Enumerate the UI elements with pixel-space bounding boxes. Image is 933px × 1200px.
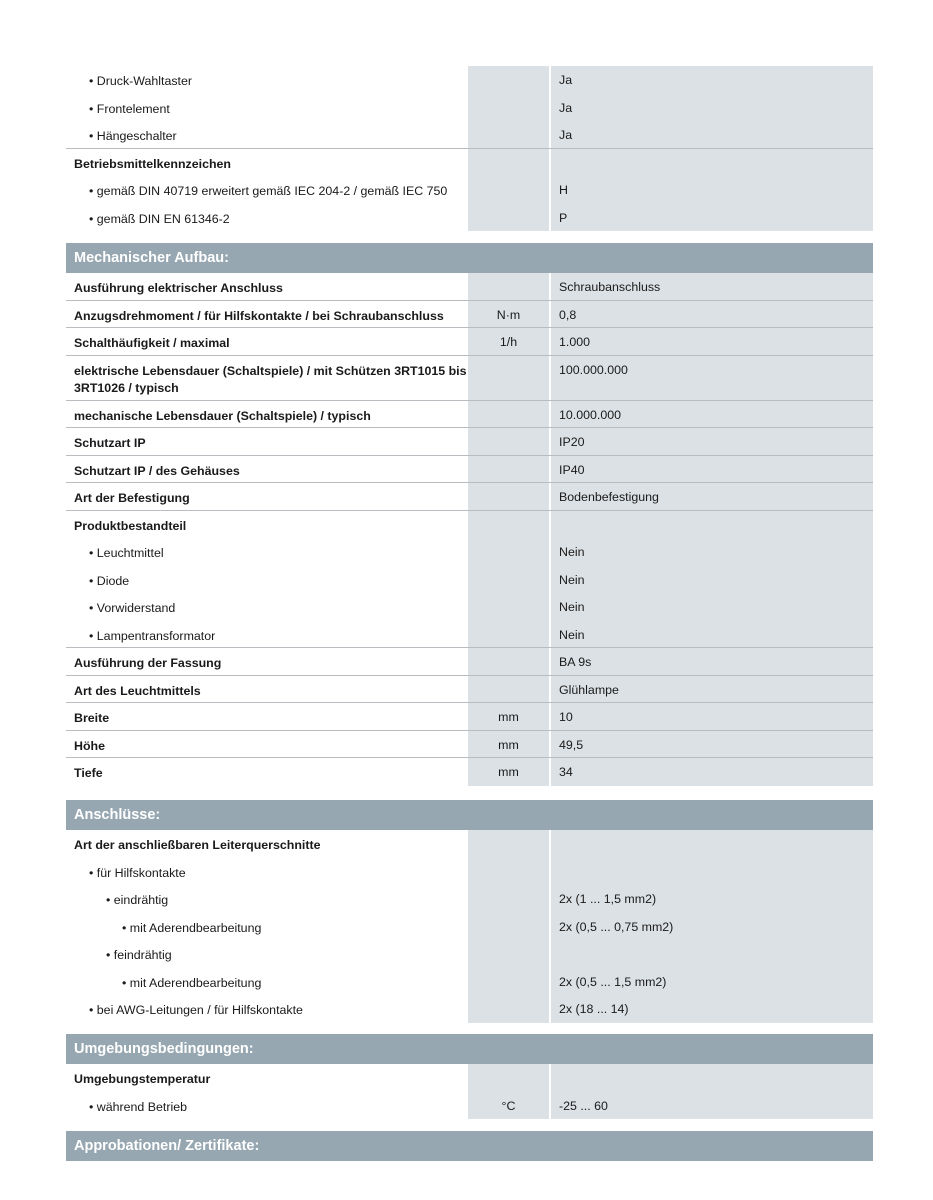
row-unit — [468, 428, 549, 455]
row-unit — [468, 676, 549, 703]
row-unit — [468, 885, 549, 913]
row-label: • gemäß DIN 40719 erweitert gemäß IEC 204-2 / gemäß IEC 750 — [89, 184, 448, 198]
row-value: 2x (1 ... 1,5 mm2) — [551, 885, 873, 913]
table-row — [66, 428, 873, 456]
row-value: Glühlampe — [551, 676, 873, 703]
row-unit — [468, 149, 549, 177]
row-value — [551, 858, 873, 886]
row-label: • mit Aderendbearbeitung — [122, 920, 262, 935]
table-row — [66, 968, 873, 996]
table-row — [66, 483, 873, 511]
row-unit — [468, 913, 549, 941]
row-label: Ausführung elektrischer Anschluss — [74, 281, 283, 295]
row-unit — [468, 858, 549, 886]
table-row — [66, 885, 873, 913]
table-row — [66, 731, 873, 759]
table-row — [66, 830, 873, 858]
row-unit — [468, 538, 549, 566]
row-value: Nein — [551, 621, 873, 648]
row-label: Schutzart IP — [74, 436, 146, 450]
row-unit — [468, 621, 549, 648]
mechanical-table — [66, 273, 873, 786]
table-row — [66, 566, 873, 594]
row-label: • Diode — [89, 573, 130, 588]
row-label: Ausführung der Fassung — [74, 656, 222, 670]
table-row — [66, 1064, 873, 1092]
row-label: • mit Aderendbearbeitung — [122, 975, 262, 990]
row-label: Höhe — [74, 738, 105, 753]
row-value — [551, 940, 873, 968]
row-unit — [468, 401, 549, 428]
table-row — [66, 703, 873, 731]
row-label: Schalthäufigkeit / maximal — [74, 336, 230, 350]
table-row — [66, 301, 873, 329]
row-unit — [468, 968, 549, 996]
row-value: 10 — [551, 703, 873, 730]
section-header-environment: Umgebungsbedingungen: — [66, 1034, 873, 1064]
table-row — [66, 456, 873, 484]
table-row — [66, 94, 873, 122]
row-label: • Hängeschalter — [89, 129, 177, 143]
row-value: Nein — [551, 538, 873, 566]
table-row — [66, 593, 873, 621]
table-row — [66, 913, 873, 941]
row-unit — [468, 356, 549, 400]
row-unit — [468, 176, 549, 204]
row-label: Art der Befestigung — [74, 491, 190, 505]
row-value: Bodenbefestigung — [551, 483, 873, 510]
row-value: Ja — [551, 121, 873, 148]
row-value: 1.000 — [551, 328, 873, 355]
row-label: • eindrähtig — [106, 893, 169, 907]
row-unit: °C — [468, 1092, 549, 1120]
row-value: Nein — [551, 566, 873, 594]
table-row — [66, 204, 873, 232]
row-unit — [468, 593, 549, 621]
row-value: Schraubanschluss — [551, 273, 873, 300]
row-unit: mm — [468, 758, 549, 786]
section-header-approvals: Approbationen/ Zertifikate: — [66, 1131, 873, 1161]
table-row — [66, 676, 873, 704]
row-label: mechanische Lebensdauer (Schaltspiele) / typisch — [74, 408, 371, 423]
table-row — [66, 995, 873, 1023]
row-unit — [468, 204, 549, 232]
table-row — [66, 121, 873, 149]
table-row — [66, 940, 873, 968]
row-unit — [468, 1064, 549, 1092]
table-row — [66, 273, 873, 301]
row-label: Breite — [74, 711, 110, 725]
table-row — [66, 538, 873, 566]
row-unit — [468, 94, 549, 122]
row-label: elektrische Lebensdauer (Schaltspiele) / mit Schützen 3RT1015 bis 3RT1026 / typisch — [74, 363, 467, 395]
connections-table — [66, 830, 873, 1023]
row-value: IP40 — [551, 456, 873, 483]
row-value: -25 ... 60 — [551, 1092, 873, 1120]
row-label: Tiefe — [74, 766, 103, 780]
environment-table — [66, 1064, 873, 1119]
table-row — [66, 1092, 873, 1120]
row-label: Schutzart IP / des Gehäuses — [74, 463, 240, 478]
row-value: 34 — [551, 758, 873, 786]
table-row — [66, 328, 873, 356]
row-unit: 1/h — [468, 328, 549, 355]
row-label: Produktbestandteil — [74, 518, 187, 533]
row-unit — [468, 566, 549, 594]
row-value — [551, 1064, 873, 1092]
row-label: • Vorwiderstand — [89, 601, 176, 615]
row-label: • feindrähtig — [106, 948, 172, 962]
table-row — [66, 176, 873, 204]
table-row — [66, 66, 873, 94]
row-value: 2x (0,5 ... 1,5 mm2) — [551, 968, 873, 996]
row-value: IP20 — [551, 428, 873, 455]
row-unit — [468, 995, 549, 1023]
row-value: 100.000.000 — [551, 356, 873, 400]
row-unit — [468, 273, 549, 300]
row-label: • Druck-Wahltaster — [89, 74, 193, 88]
row-unit: mm — [468, 731, 549, 758]
row-unit — [468, 66, 549, 94]
row-label: Art des Leuchtmittels — [74, 683, 201, 698]
row-value: 49,5 — [551, 731, 873, 758]
table-row — [66, 356, 873, 401]
top-table — [66, 66, 873, 231]
row-value: 0,8 — [551, 301, 873, 328]
row-label: • Leuchtmittel — [89, 546, 164, 560]
row-unit — [468, 456, 549, 483]
row-label: • Frontelement — [89, 101, 170, 116]
row-value — [551, 149, 873, 177]
row-value: Ja — [551, 94, 873, 122]
row-unit — [468, 830, 549, 858]
table-row — [66, 758, 873, 786]
section-header-connections: Anschlüsse: — [66, 800, 873, 830]
row-label: • für Hilfskontakte — [89, 865, 186, 880]
table-row — [66, 511, 873, 539]
row-label: • bei AWG-Leitungen / für Hilfskontakte — [89, 1003, 303, 1017]
row-label: Betriebsmittelkennzeichen — [74, 156, 231, 171]
section-header-mechanical: Mechanischer Aufbau: — [66, 243, 873, 273]
row-unit — [468, 483, 549, 510]
row-label: Umgebungstemperatur — [74, 1072, 211, 1086]
row-value: P — [551, 204, 873, 232]
row-label: Art der anschließbaren Leiterquerschnitte — [74, 838, 321, 852]
row-value: 2x (0,5 ... 0,75 mm2) — [551, 913, 873, 941]
table-row — [66, 858, 873, 886]
row-label: • gemäß DIN EN 61346-2 — [89, 211, 230, 226]
row-unit: mm — [468, 703, 549, 730]
table-row — [66, 401, 873, 429]
row-label: • Lampentransformator — [89, 628, 216, 643]
row-value: Ja — [551, 66, 873, 94]
row-value: 10.000.000 — [551, 401, 873, 428]
row-unit — [468, 940, 549, 968]
row-unit — [468, 121, 549, 148]
row-label: Anzugsdrehmoment / für Hilfskontakte / bei Schraubanschluss — [74, 308, 444, 323]
row-value — [551, 830, 873, 858]
row-value: H — [551, 176, 873, 204]
table-row — [66, 149, 873, 177]
row-unit — [468, 648, 549, 675]
row-unit — [468, 511, 549, 539]
row-value: BA 9s — [551, 648, 873, 675]
row-value: Nein — [551, 593, 873, 621]
row-value: 2x (18 ... 14) — [551, 995, 873, 1023]
row-value — [551, 511, 873, 539]
table-row — [66, 648, 873, 676]
row-label: • während Betrieb — [89, 1099, 188, 1114]
row-unit: N·m — [468, 301, 549, 328]
table-row — [66, 621, 873, 649]
